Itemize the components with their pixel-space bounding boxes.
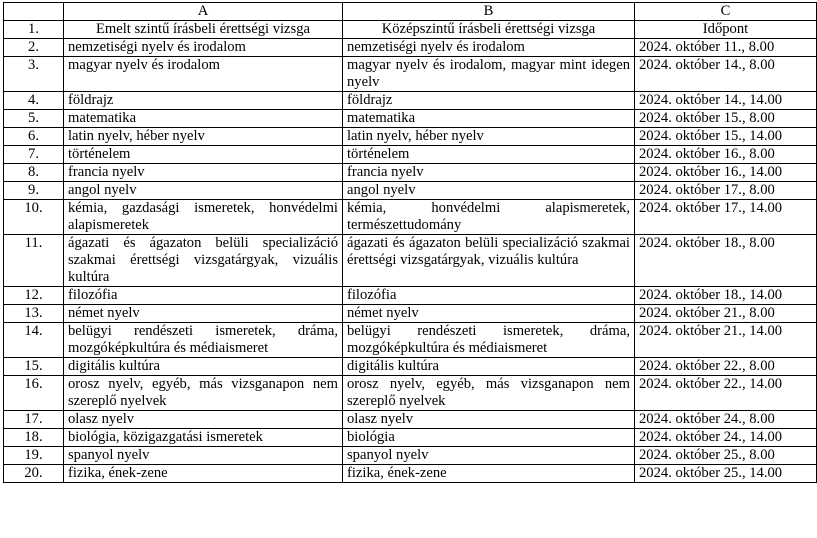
column-letter-row <box>4 3 817 21</box>
advanced-level-subject: digitális kultúra <box>64 358 343 376</box>
intermediate-level-subject: fizika, ének-zene <box>343 465 635 483</box>
advanced-level-subject: francia nyelv <box>64 164 343 182</box>
exam-time: 2024. október 24., 14.00 <box>635 429 817 447</box>
advanced-level-subject: nemzetiségi nyelv és irodalom <box>64 39 343 57</box>
exam-time: 2024. október 18., 8.00 <box>635 235 817 287</box>
table-row <box>4 447 817 465</box>
exam-time: 2024. október 15., 14.00 <box>635 128 817 146</box>
row-number: 18. <box>4 429 64 447</box>
advanced-level-subject: angol nyelv <box>64 182 343 200</box>
row-number: 9. <box>4 182 64 200</box>
exam-time: 2024. október 25., 14.00 <box>635 465 817 483</box>
exam-time: 2024. október 24., 8.00 <box>635 411 817 429</box>
intermediate-level-subject: matematika <box>343 110 635 128</box>
advanced-level-subject: filozófia <box>64 287 343 305</box>
exam-time: 2024. október 14., 14.00 <box>635 92 817 110</box>
row-number: 15. <box>4 358 64 376</box>
intermediate-level-subject: nemzetiségi nyelv és irodalom <box>343 39 635 57</box>
table-row <box>4 39 817 57</box>
exam-time: 2024. október 18., 14.00 <box>635 287 817 305</box>
intermediate-level-subject: angol nyelv <box>343 182 635 200</box>
intermediate-level-subject: biológia <box>343 429 635 447</box>
table-row <box>4 305 817 323</box>
exam-time: 2024. október 16., 14.00 <box>635 164 817 182</box>
advanced-level-subject: kémia, gazdasági ismeretek, honvédelmi alapismeretek <box>64 200 343 235</box>
table-row <box>4 429 817 447</box>
table-row <box>4 287 817 305</box>
table-row <box>4 92 817 110</box>
row-number: 3. <box>4 57 64 92</box>
advanced-level-subject: ágazati és ágazaton belüli specializáció szakmai érettségi vizsgatárgyak, vizuális kultúra <box>64 235 343 287</box>
intermediate-level-subject: ágazati és ágazaton belüli specializáció szakmai érettségi vizsgatárgyak, vizuális kultúra <box>343 235 635 287</box>
advanced-level-subject: olasz nyelv <box>64 411 343 429</box>
row-number: 7. <box>4 146 64 164</box>
advanced-level-subject: orosz nyelv, egyéb, más vizsganapon nem szereplő nyelvek <box>64 376 343 411</box>
header-time: Időpont <box>635 21 817 39</box>
row-number: 16. <box>4 376 64 411</box>
header-row <box>4 21 817 39</box>
header-intermediate-level: Középszintű írásbeli érettségi vizsga <box>343 21 635 39</box>
row-number: 17. <box>4 411 64 429</box>
intermediate-level-subject: digitális kultúra <box>343 358 635 376</box>
table-row <box>4 182 817 200</box>
table-row <box>4 128 817 146</box>
corner-cell <box>4 3 64 21</box>
column-letter-b: B <box>343 3 635 21</box>
advanced-level-subject: magyar nyelv és irodalom <box>64 57 343 92</box>
table-row <box>4 164 817 182</box>
row-number: 1. <box>4 21 64 39</box>
advanced-level-subject: matematika <box>64 110 343 128</box>
advanced-level-subject: belügyi rendészeti ismeretek, dráma, mozgóképkultúra és médiaismeret <box>64 323 343 358</box>
column-letter-a: A <box>64 3 343 21</box>
exam-time: 2024. október 22., 8.00 <box>635 358 817 376</box>
exam-time: 2024. október 14., 8.00 <box>635 57 817 92</box>
advanced-level-subject: földrajz <box>64 92 343 110</box>
row-number: 6. <box>4 128 64 146</box>
table-row <box>4 465 817 483</box>
exam-time: 2024. október 17., 8.00 <box>635 182 817 200</box>
intermediate-level-subject: spanyol nyelv <box>343 447 635 465</box>
table-row <box>4 146 817 164</box>
row-number: 10. <box>4 200 64 235</box>
intermediate-level-subject: orosz nyelv, egyéb, más vizsganapon nem szereplő nyelvek <box>343 376 635 411</box>
row-number: 11. <box>4 235 64 287</box>
row-number: 14. <box>4 323 64 358</box>
table-row <box>4 376 817 411</box>
intermediate-level-subject: földrajz <box>343 92 635 110</box>
row-number: 5. <box>4 110 64 128</box>
intermediate-level-subject: magyar nyelv és irodalom, magyar mint idegen nyelv <box>343 57 635 92</box>
table-row <box>4 110 817 128</box>
advanced-level-subject: latin nyelv, héber nyelv <box>64 128 343 146</box>
table-row <box>4 57 817 92</box>
intermediate-level-subject: francia nyelv <box>343 164 635 182</box>
advanced-level-subject: német nyelv <box>64 305 343 323</box>
exam-time: 2024. október 21., 14.00 <box>635 323 817 358</box>
exam-time: 2024. október 15., 8.00 <box>635 110 817 128</box>
table-row <box>4 323 817 358</box>
advanced-level-subject: biológia, közigazgatási ismeretek <box>64 429 343 447</box>
row-number: 2. <box>4 39 64 57</box>
exam-time: 2024. október 21., 8.00 <box>635 305 817 323</box>
advanced-level-subject: fizika, ének-zene <box>64 465 343 483</box>
table-row <box>4 235 817 287</box>
table-row <box>4 411 817 429</box>
intermediate-level-subject: olasz nyelv <box>343 411 635 429</box>
row-number: 8. <box>4 164 64 182</box>
exam-time: 2024. október 16., 8.00 <box>635 146 817 164</box>
table-row <box>4 358 817 376</box>
header-advanced-level: Emelt szintű írásbeli érettségi vizsga <box>64 21 343 39</box>
intermediate-level-subject: belügyi rendészeti ismeretek, dráma, mozgóképkultúra és médiaismeret <box>343 323 635 358</box>
intermediate-level-subject: történelem <box>343 146 635 164</box>
intermediate-level-subject: német nyelv <box>343 305 635 323</box>
exam-time: 2024. október 25., 8.00 <box>635 447 817 465</box>
table-row <box>4 200 817 235</box>
intermediate-level-subject: latin nyelv, héber nyelv <box>343 128 635 146</box>
intermediate-level-subject: kémia, honvédelmi alapismeretek, természettudomány <box>343 200 635 235</box>
row-number: 20. <box>4 465 64 483</box>
exam-schedule-table <box>3 2 817 483</box>
advanced-level-subject: történelem <box>64 146 343 164</box>
row-number: 4. <box>4 92 64 110</box>
row-number: 13. <box>4 305 64 323</box>
intermediate-level-subject: filozófia <box>343 287 635 305</box>
row-number: 12. <box>4 287 64 305</box>
exam-time: 2024. október 17., 14.00 <box>635 200 817 235</box>
exam-time: 2024. október 11., 8.00 <box>635 39 817 57</box>
row-number: 19. <box>4 447 64 465</box>
exam-time: 2024. október 22., 14.00 <box>635 376 817 411</box>
advanced-level-subject: spanyol nyelv <box>64 447 343 465</box>
column-letter-c: C <box>635 3 817 21</box>
